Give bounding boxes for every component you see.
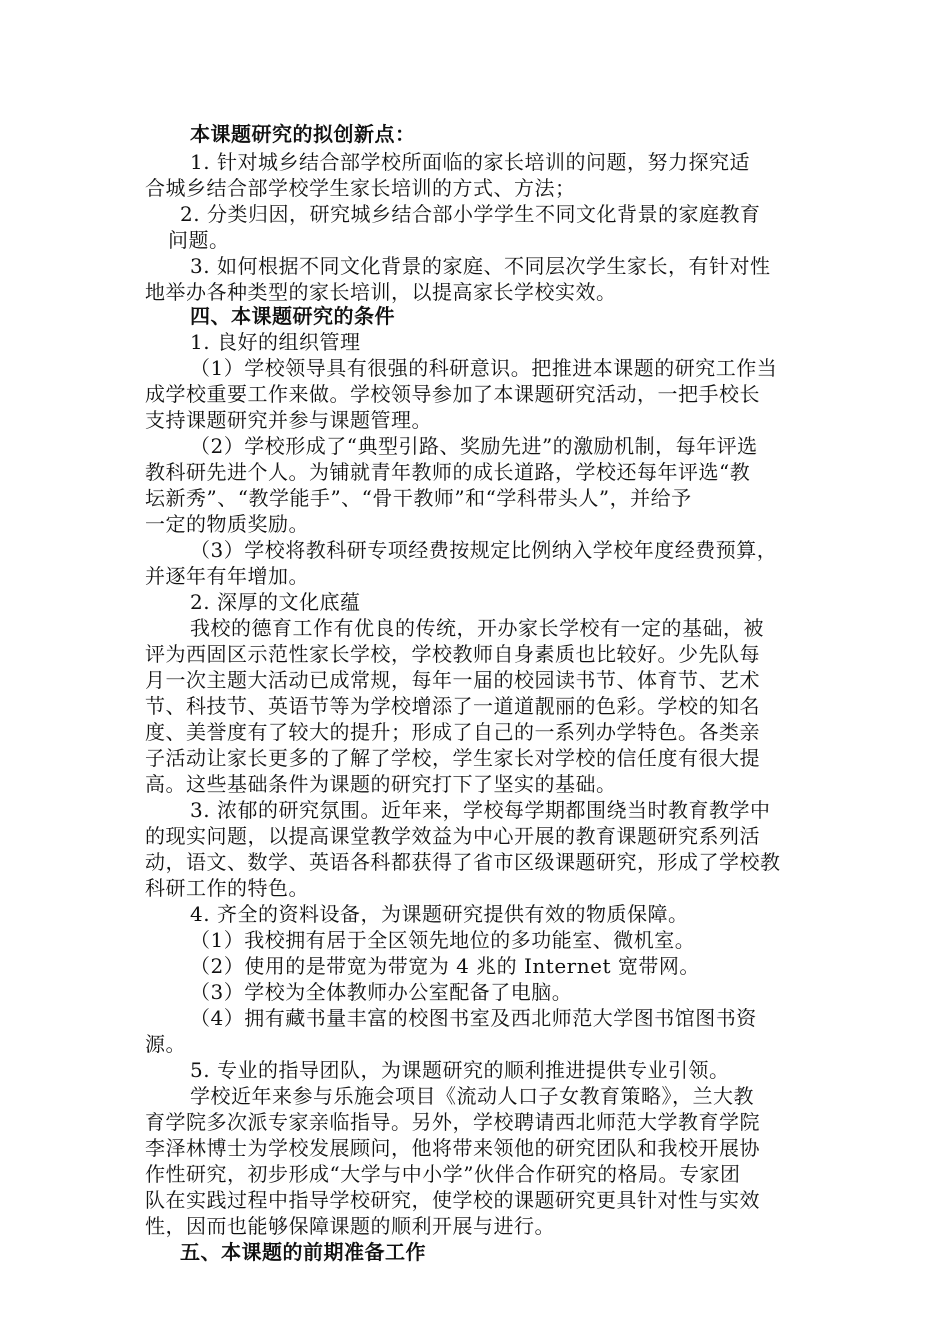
paragraph-line: 科研工作的特色。 [145, 876, 309, 900]
paragraph-line: （1）我校拥有居于全区领先地位的多功能室、微机室。 [190, 928, 696, 952]
paragraph-line: （1）学校领导具有很强的科研意识。把推进本课题的研究工作当 [190, 356, 778, 380]
paragraph-line: 评为西固区示范性家长学校，学校教师自身素质也比较好。少先队每 [145, 642, 760, 666]
paragraph-line: 的现实问题，以提高课堂教学效益为中心开展的教育课题研究系列活 [145, 824, 760, 848]
paragraph-line: （2）使用的是带宽为带宽为 4 兆的 Internet 宽带网。 [190, 954, 700, 978]
paragraph-line: 学校近年来参与乐施会项目《流动人口子女教育策略》，兰大教 [190, 1084, 754, 1108]
paragraph-line: 度、美誉度有了较大的提升；形成了自己的一系列办学特色。各类亲 [145, 720, 760, 744]
paragraph-line: （3）学校为全体教师办公室配备了电脑。 [190, 980, 573, 1004]
paragraph-line: 我校的德育工作有优良的传统，开办家长学校有一定的基础，被 [190, 616, 764, 640]
paragraph-line: 月一次主题大活动已成常规，每年一届的校园读书节、体育节、艺术 [145, 668, 760, 692]
paragraph-line: 李泽林博士为学校发展顾问，他将带来领他的研究团队和我校开展协 [145, 1136, 760, 1160]
paragraph-line: 动，语文、数学、英语各科都获得了省市区级课题研究，形成了学校教 [145, 850, 781, 874]
paragraph-line: 成学校重要工作来做。学校领导参加了本课题研究活动，一把手校长 [145, 382, 760, 406]
heading-innovation-points: 本课题研究的拟创新点： [190, 122, 416, 146]
paragraph-line: 性，因而也能够保障课题的顺利开展与进行。 [145, 1214, 555, 1238]
paragraph-line: 育学院多次派专家亲临指导。另外，学校聘请西北师范大学教育学院 [145, 1110, 760, 1134]
paragraph-line: 地举办各种类型的家长培训，以提高家长学校实效。 [145, 280, 617, 304]
paragraph-line: 节、科技节、英语节等为学校增添了一道道靓丽的色彩。学校的知名 [145, 694, 760, 718]
paragraph-line: 教科研先进个人。为铺就青年教师的成长道路，学校还每年评选“教 [145, 460, 751, 484]
paragraph-line: 问题。 [168, 228, 230, 252]
paragraph-line: 合城乡结合部学校学生家长培训的方式、方法； [145, 176, 576, 200]
subheading-culture: 2. 深厚的文化底蕴 [190, 590, 361, 614]
paragraph-line: 3. 浓郁的研究氛围。近年来，学校每学期都围绕当时教育教学中 [190, 798, 771, 822]
paragraph-line: 高。这些基础条件为课题的研究打下了坚实的基础。 [145, 772, 617, 796]
paragraph-line: 并逐年有年增加。 [145, 564, 309, 588]
paragraph-line: 子活动让家长更多的了解了学校，学生家长对学校的信任度有很大提 [145, 746, 760, 770]
paragraph-line: （4）拥有藏书量丰富的校图书室及西北师范大学图书馆图书资 [190, 1006, 757, 1030]
subheading-organization: 1. 良好的组织管理 [190, 330, 361, 354]
subheading-guidance-team: 5. 专业的指导团队，为课题研究的顺利推进提供专业引领。 [190, 1058, 730, 1082]
paragraph-line: 3. 如何根据不同文化背景的家庭、不同层次学生家长，有针对性 [190, 254, 771, 278]
paragraph-line: 队在实践过程中指导学校研究，使学校的课题研究更具针对性与实效 [145, 1188, 760, 1212]
paragraph-line: （3）学校将教科研专项经费按规定比例纳入学校年度经费预算， [190, 538, 778, 562]
section-heading-preparation: 五、本课题的前期准备工作 [180, 1240, 426, 1264]
paragraph-line: 1. 针对城乡结合部学校所面临的家长培训的问题，努力探究适 [190, 150, 750, 174]
subheading-equipment: 4. 齐全的资料设备，为课题研究提供有效的物质保障。 [190, 902, 689, 926]
paragraph-line: 坛新秀”、“教学能手”、“骨干教师”和“学科带头人”，并给予 [145, 486, 692, 510]
paragraph-line: 作性研究，初步形成“大学与中小学”伙伴合作研究的格局。专家团 [145, 1162, 741, 1186]
paragraph-line: 一定的物质奖励。 [145, 512, 309, 536]
paragraph-line: 2. 分类归因，研究城乡结合部小学学生不同文化背景的家庭教育 [180, 202, 761, 226]
paragraph-line: （2）学校形成了“典型引路、奖励先进”的激励机制，每年评选 [190, 434, 758, 458]
paragraph-line: 源。 [145, 1032, 186, 1056]
paragraph-line: 支持课题研究并参与课题管理。 [145, 408, 432, 432]
section-heading-conditions: 四、本课题研究的条件 [190, 304, 395, 328]
